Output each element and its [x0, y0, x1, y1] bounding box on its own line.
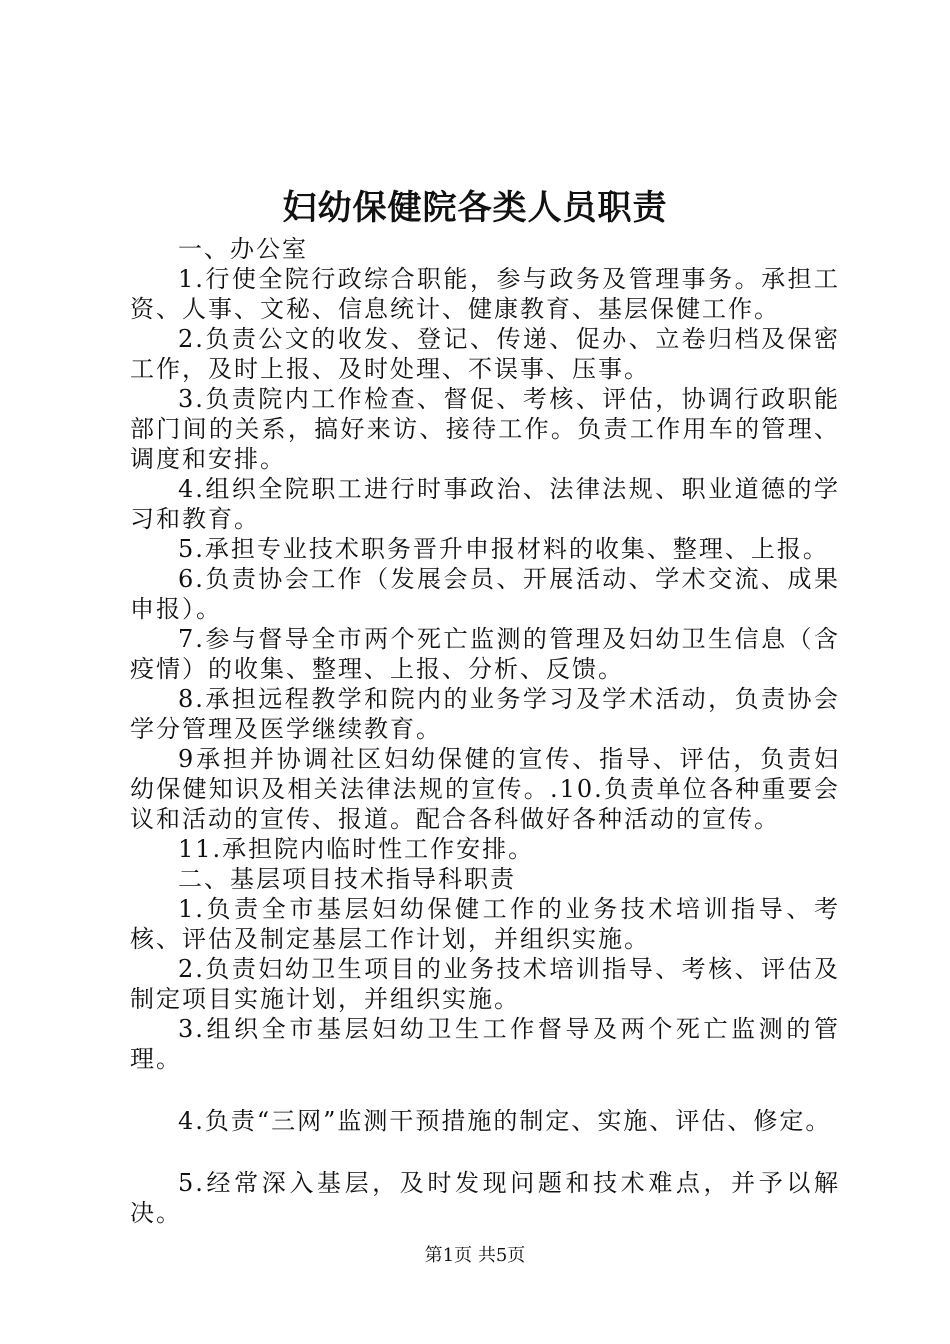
- paragraph: 2.负责公文的收发、登记、传递、促办、立卷归档及保密工作，及时上报、及时处理、不误事、压事。: [130, 325, 840, 383]
- paragraph: 8.承担远程教学和院内的业务学习及学术活动，负责协会学分管理及医学继续教育。: [130, 685, 840, 743]
- section-heading: 二、基层项目技术指导科职责: [178, 865, 516, 893]
- section-heading: 一、办公室: [178, 235, 308, 263]
- paragraph: 11.承担院内临时性工作安排。: [178, 835, 535, 863]
- paragraph: 1.行使全院行政综合职能，参与政务及管理事务。承担工资、人事、文秘、信息统计、健康教育、基层保健工作。: [130, 265, 840, 323]
- document-body: [130, 234, 840, 1228]
- paragraph: 4.负责“三网”监测干预措施的制定、实施、评估、修定。: [178, 1107, 832, 1135]
- paragraph: 3.组织全市基层妇幼卫生工作督导及两个死亡监测的管理。: [130, 1015, 840, 1073]
- document-title: 妇幼保健院各类人员职责: [282, 188, 668, 228]
- page-footer: 第1页 共5页: [424, 1245, 526, 1266]
- paragraph: 6.负责协会工作（发展会员、开展活动、学术交流、成果申报）。: [130, 565, 840, 623]
- paragraph: 2.负责妇幼卫生项目的业务技术培训指导、考核、评估及制定项目实施计划，并组织实施。: [130, 955, 840, 1013]
- paragraph: 9承担并协调社区妇幼保健的宣传、指导、评估，负责妇幼保健知识及相关法律法规的宣传。.10.负责单位各种重要会议和活动的宣传、报道。配合各科做好各种活动的宣传。: [130, 745, 840, 833]
- paragraph: 5.经常深入基层，及时发现问题和技术难点，并予以解决。: [130, 1169, 840, 1227]
- paragraph: 5.承担专业技术职务晋升申报材料的收集、整理、上报。: [178, 535, 829, 563]
- paragraph: 1.负责全市基层妇幼保健工作的业务技术培训指导、考核、评估及制定基层工作计划，并组织实施。: [130, 895, 840, 953]
- paragraph: 3.负责院内工作检查、督促、考核、评估，协调行政职能部门间的关系，搞好来访、接待工作。负责工作用车的管理、调度和安排。: [130, 385, 840, 473]
- paragraph: 4.组织全院职工进行时事政治、法律法规、职业道德的学习和教育。: [130, 475, 840, 533]
- paragraph: 7.参与督导全市两个死亡监测的管理及妇幼卫生信息（含疫情）的收集、整理、上报、分析、反馈。: [130, 625, 840, 683]
